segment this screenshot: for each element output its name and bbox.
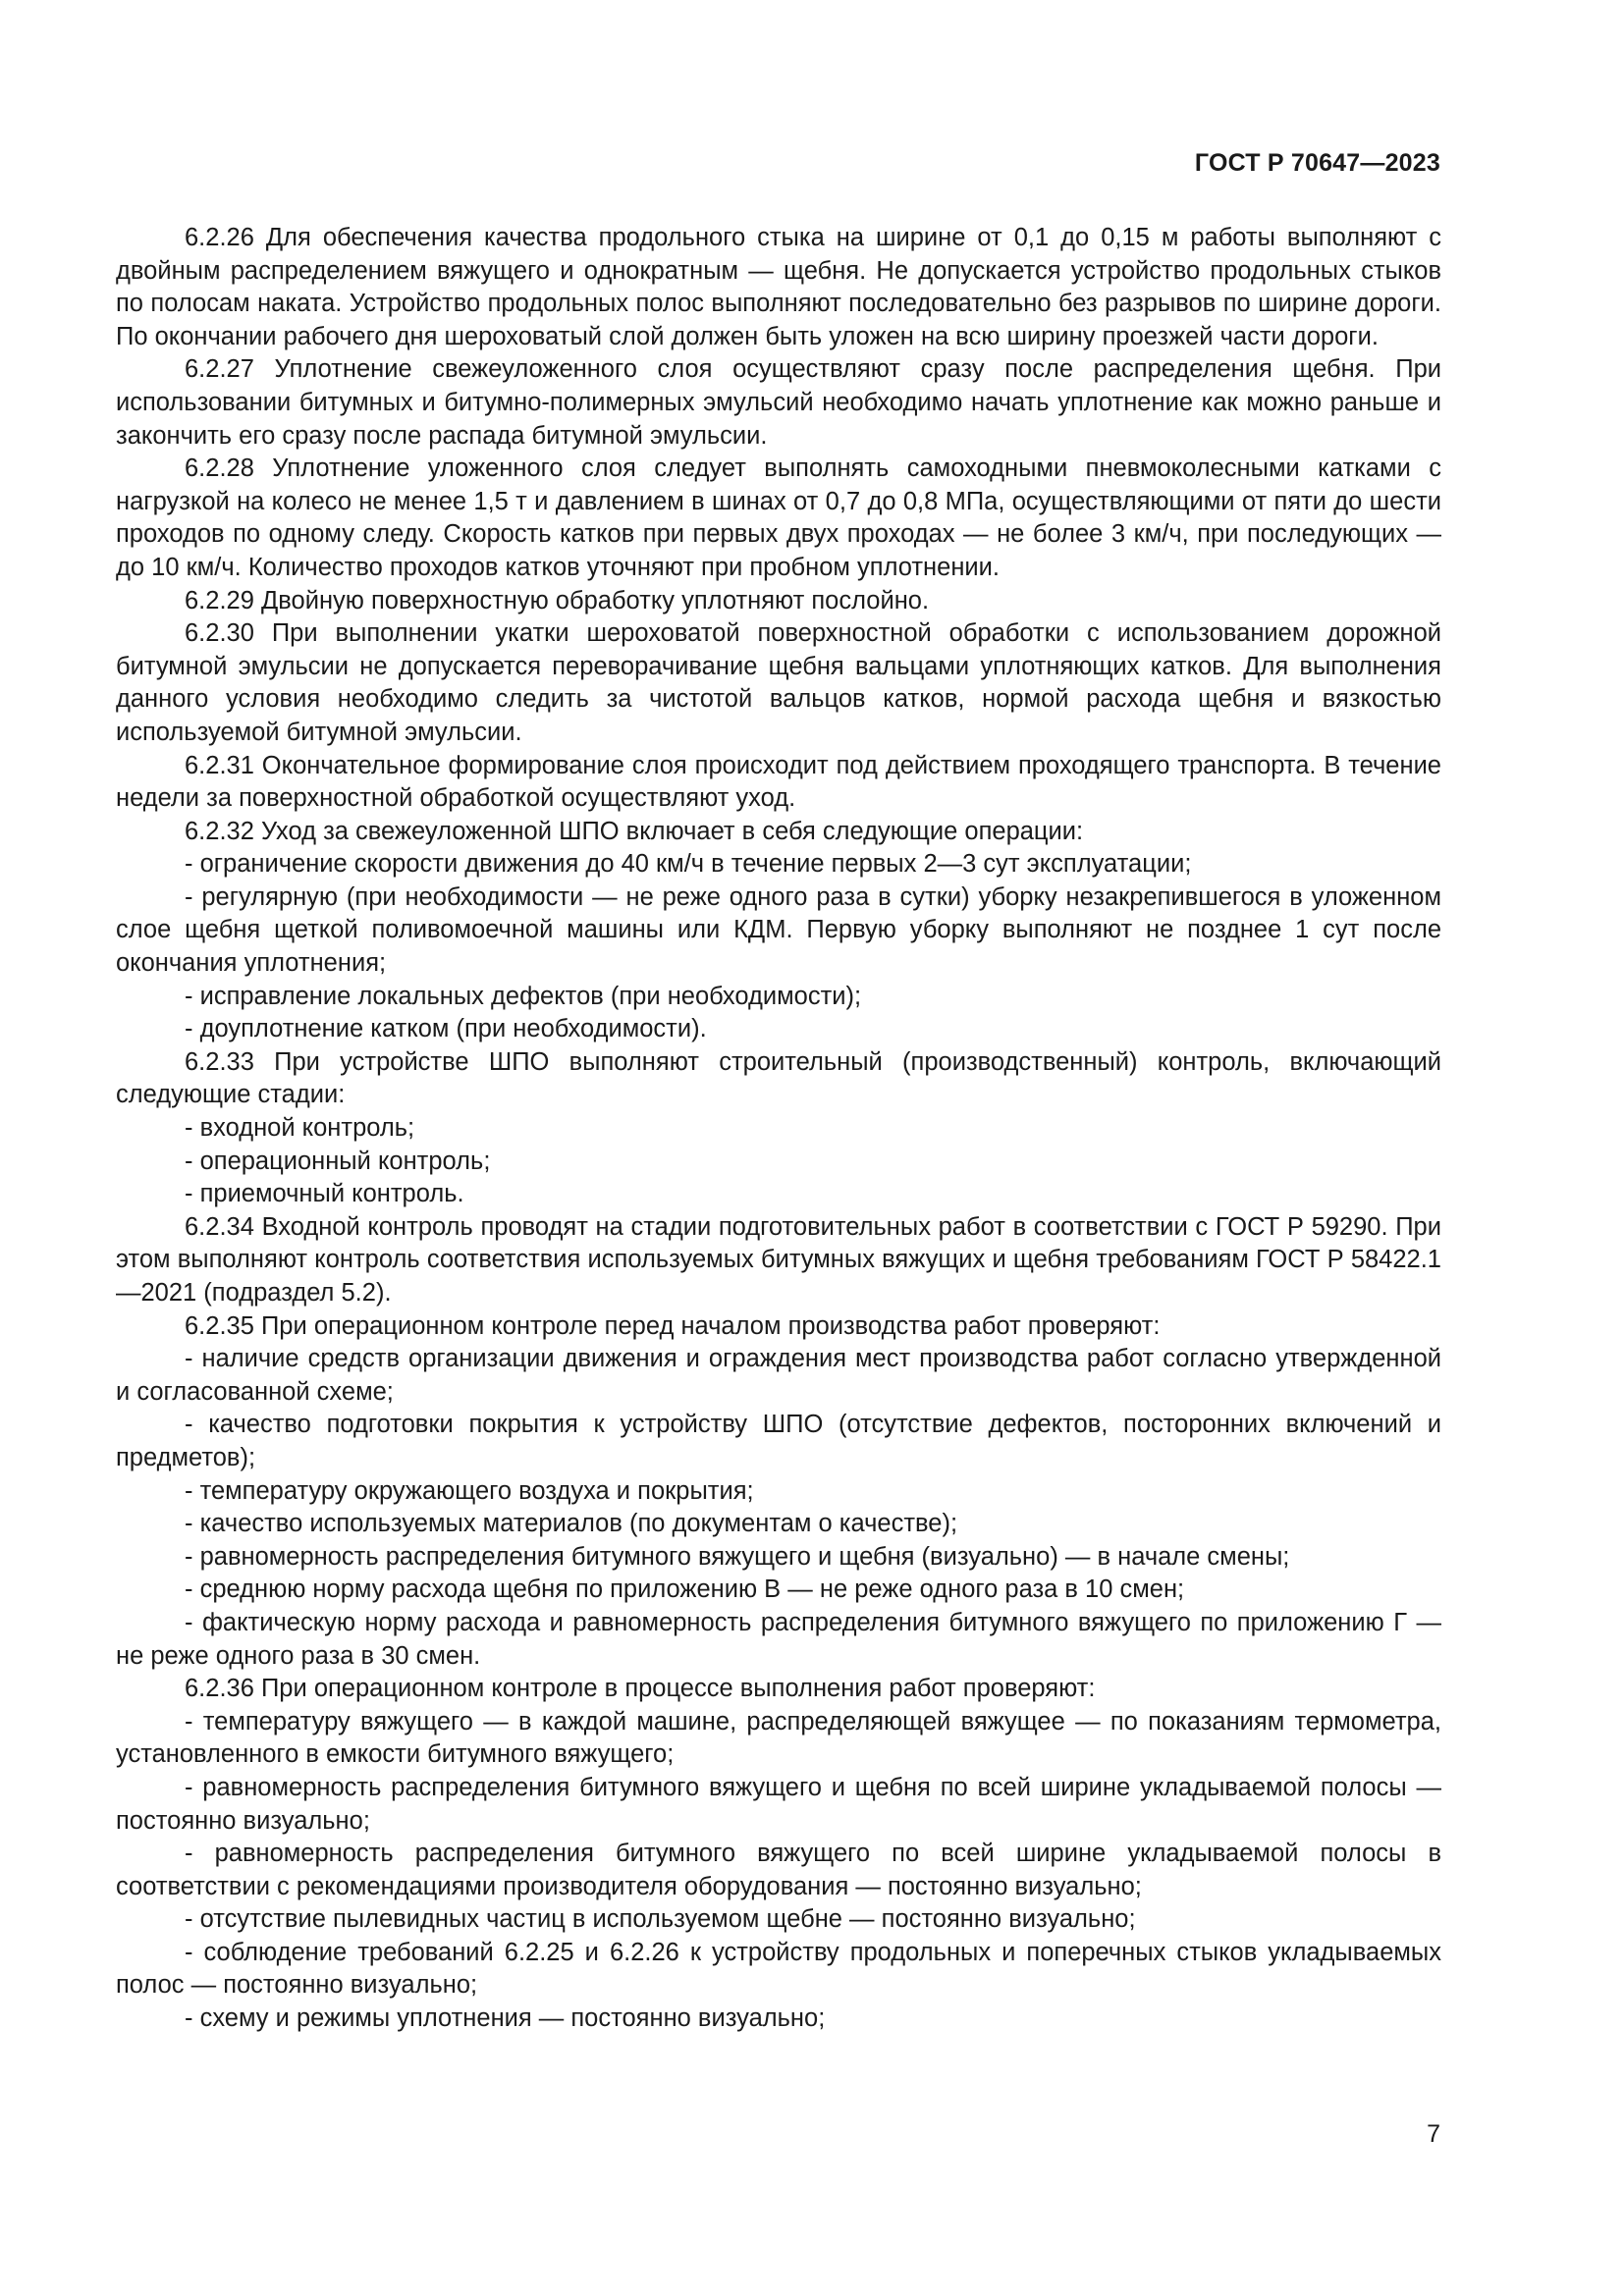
- clause-6-2-34: 6.2.34 Входной контроль проводят на стадии подготовительных работ в соответствии с ГОСТ Р 59290. При этом выполняют контроль соответствия используемых битумных вяжущих и щебня требованиям ГОСТ Р 58422.1—2021 (подраздел 5.2).: [116, 1212, 1441, 1307]
- clause-6-2-33: 6.2.33 При устройстве ШПО выполняют строительный (производственный) контроль, включающий следующие стадии:: [116, 1047, 1441, 1109]
- clause-6-2-31: 6.2.31 Окончательное формирование слоя происходит под действием проходящего транспорта. В течение недели за поверхностной обработкой осуществляют уход.: [116, 751, 1441, 813]
- clause-6-2-32: 6.2.32 Уход за свежеуложенной ШПО включает в себя следующие операции:: [185, 817, 1084, 845]
- list-item: - температуру окружающего воздуха и покрытия;: [185, 1476, 754, 1505]
- list-item: - исправление локальных дефектов (при необходимости);: [185, 982, 862, 1010]
- clause-6-2-36: 6.2.36 При операционном контроле в процессе выполнения работ проверяют:: [185, 1675, 1096, 1703]
- list-item: - качество используемых материалов (по документам о качестве);: [185, 1510, 958, 1538]
- list-item: - равномерность распределения битумного вяжущего и щебня по всей ширине укладываемой полосы — постоянно визуально;: [116, 1773, 1441, 1835]
- document-header: ГОСТ Р 70647—2023: [1194, 149, 1440, 177]
- list-item: - качество подготовки покрытия к устройству ШПО (отсутствие дефектов, посторонних включений и предметов);: [116, 1411, 1441, 1471]
- document-body: [116, 222, 1441, 2036]
- list-item: - фактическую норму расхода и равномерность распределения битумного вяжущего по приложению Г — не реже одного раза в 30 смен.: [116, 1608, 1441, 1670]
- list-item: - равномерность распределения битумного вяжущего и щебня (визуально) — в начале смены;: [185, 1542, 1290, 1571]
- list-item: - наличие средств организации движения и ограждения мест производства работ согласно утвержденной и согласованной схеме;: [116, 1345, 1441, 1406]
- list-item: - ограничение скорости движения до 40 км/ч в течение первых 2—3 сут эксплуатации;: [185, 850, 1192, 879]
- list-item: - схему и режимы уплотнения — постоянно визуально;: [185, 2004, 826, 2033]
- list-item: - среднюю норму расхода щебня по приложению В — не реже одного раза в 10 смен;: [185, 1575, 1185, 1604]
- clause-6-2-26: 6.2.26 Для обеспечения качества продольного стыка на ширине от 0,1 до 0,15 м работы выполняют с двойным распределением вяжущего и однократным — щебня. Не допускается устройство продольных стыков по полосам наката. Устройство продольных полос выполняют последовательно без разрывов по ширине дороги. По окончании рабочего дня шероховатый слой должен быть уложен на всю ширину проезжей части дороги.: [116, 224, 1441, 350]
- list-item: - входной контроль;: [185, 1114, 415, 1143]
- clause-6-2-35: 6.2.35 При операционном контроле перед началом производства работ проверяют:: [185, 1311, 1161, 1340]
- list-item: - отсутствие пылевидных частиц в используемом щебне — постоянно визуально;: [185, 1905, 1136, 1934]
- list-item: - равномерность распределения битумного вяжущего по всей ширине укладываемой полосы в соответствии с рекомендациями производителя оборудования — постоянно визуально;: [116, 1840, 1441, 1900]
- clause-6-2-30: 6.2.30 При выполнении укатки шероховатой поверхностной обработки с использованием дорожной битумной эмульсии не допускается переворачивание щебня вальцами уплотняющих катков. Для выполнения данного условия необходимо следить за чистотой вальцов катков, нормой расхода щебня и вязкостью используемой битумной эмульсии.: [116, 619, 1441, 746]
- list-item: - приемочный контроль.: [185, 1180, 464, 1208]
- list-item: - регулярную (при необходимости — не реже одного раза в сутки) уборку незакрепившегося в уложенном слое щебня щеткой поливомоечной машины или КДМ. Первую уборку выполняют не позднее 1 сут после окончания уплотнения;: [116, 882, 1441, 978]
- list-item: - температуру вяжущего — в каждой машине, распределяющей вяжущее — по показаниям термометра, установленного в емкости битумного вяжущего;: [116, 1707, 1441, 1769]
- list-item: - соблюдение требований 6.2.25 и 6.2.26 к устройству продольных и поперечных стыков укладываемых полос — постоянно визуально;: [116, 1938, 1441, 2000]
- list-item: - операционный контроль;: [185, 1147, 491, 1175]
- page-number: 7: [1427, 2120, 1440, 2148]
- clause-6-2-27: 6.2.27 Уплотнение свежеуложенного слоя осуществляют сразу после распределения щебня. При использовании битумных и битумно-полимерных эмульсий необходимо начать уплотнение как можно раньше и закончить его сразу после распада битумной эмульсии.: [116, 355, 1441, 450]
- clause-6-2-29: 6.2.29 Двойную поверхностную обработку уплотняют послойно.: [185, 586, 930, 614]
- clause-6-2-28: 6.2.28 Уплотнение уложенного слоя следует выполнять самоходными пневмоколесными катками с нагрузкой на колесо не менее 1,5 т и давлением в шинах от 0,7 до 0,8 МПа, осуществляющими от пяти до шести проходов по одному следу. Скорость катков при первых двух проходах — не более 3 км/ч, при последующих — до 10 км/ч. Количество проходов катков уточняют при пробном уплотнении.: [116, 454, 1441, 581]
- list-item: - доуплотнение катком (при необходимости).: [185, 1015, 707, 1043]
